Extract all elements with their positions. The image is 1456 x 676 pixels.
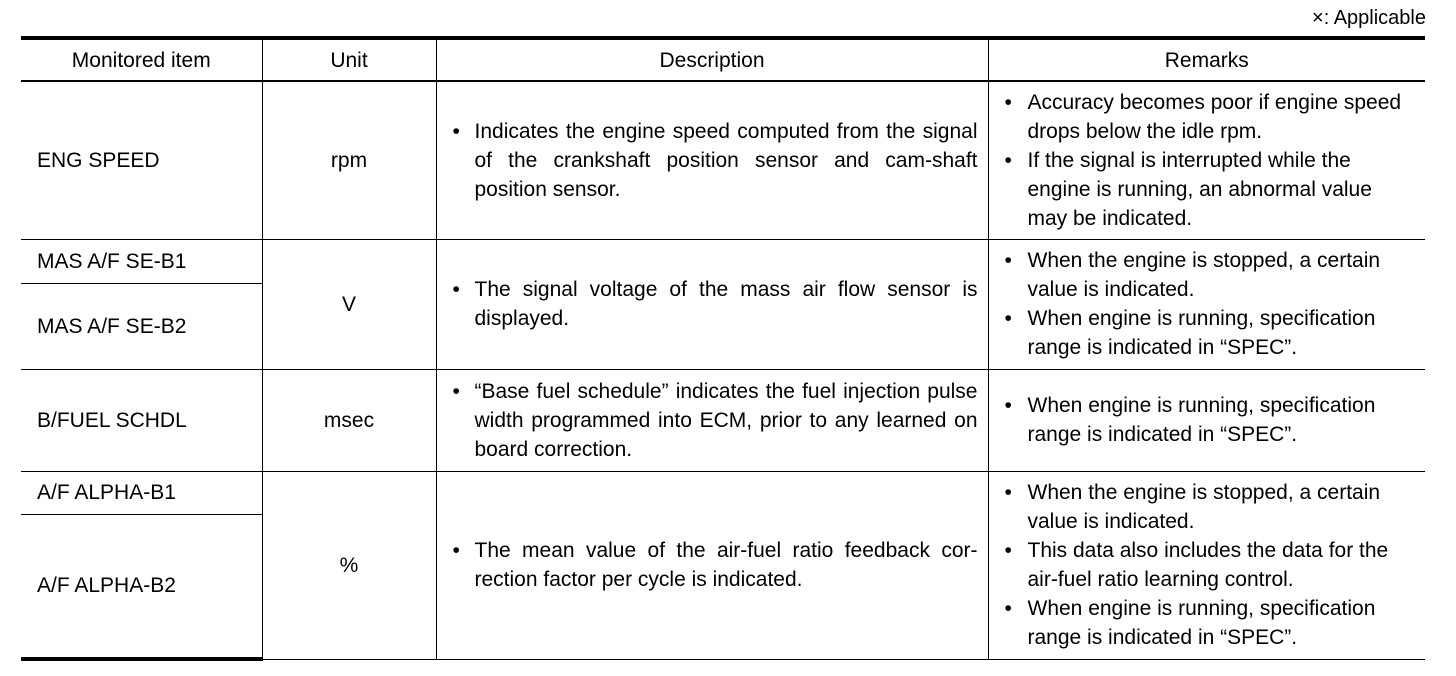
table-row — [21, 239, 1425, 283]
remarks-cell — [988, 81, 1425, 239]
unit-cell: V — [262, 239, 436, 369]
monitored-item-cell: B/FUEL SCHDL — [21, 369, 262, 471]
remark-bullet: • Accuracy becomes poor if engine speed drops below the idle rpm. — [989, 88, 1426, 146]
table-header-row — [21, 38, 1425, 81]
description-bullet: • The signal voltage of the mass air flow sensor is displayed. — [437, 275, 988, 333]
remark-bullet: • When the engine is stopped, a certain value is indicated. — [989, 246, 1426, 304]
monitored-item-cell: A/F ALPHA-B1 — [21, 471, 262, 514]
remark-bullet: • When the engine is stopped, a certain value is indicated. — [989, 478, 1426, 536]
table-row — [21, 471, 1425, 514]
remark-bullet: • When engine is running, specification range is indicated in “SPEC”. — [989, 391, 1426, 449]
monitored-item-cell: ENG SPEED — [21, 81, 262, 239]
header-description: Description — [436, 38, 988, 81]
unit-cell: msec — [262, 369, 436, 471]
remark-bullet: • This data also includes the data for the air-fuel ratio learning control. — [989, 536, 1426, 594]
data-monitor-table — [21, 36, 1425, 661]
header-monitored-item: Monitored item — [21, 38, 262, 81]
applicable-legend: ×: Applicable — [1312, 7, 1426, 29]
monitored-item-cell: MAS A/F SE-B2 — [21, 283, 262, 369]
remarks-cell — [988, 369, 1425, 471]
remark-bullet: • When engine is running, specification range is indicated in “SPEC”. — [989, 304, 1426, 362]
table-row — [21, 369, 1425, 471]
unit-cell: % — [262, 471, 436, 659]
description-cell — [436, 369, 988, 471]
header-unit: Unit — [262, 38, 436, 81]
description-bullet: • The mean value of the air-fuel ratio feedback cor-rection factor per cycle is indicated. — [437, 536, 988, 594]
remarks-cell — [988, 239, 1425, 369]
table-row — [21, 81, 1425, 239]
monitored-item-cell: A/F ALPHA-B2 — [21, 514, 262, 659]
header-remarks: Remarks — [988, 38, 1425, 81]
remark-bullet: • When engine is running, specification range is indicated in “SPEC”. — [989, 594, 1426, 652]
description-bullet: • “Base fuel schedule” indicates the fuel injection pulse width programmed into ECM, prior to any learned on board correction. — [437, 377, 988, 464]
remark-bullet: • If the signal is interrupted while the engine is running, an abnormal value may be indicated. — [989, 146, 1426, 233]
unit-cell: rpm — [262, 81, 436, 239]
monitored-item-cell: MAS A/F SE-B1 — [21, 239, 262, 283]
description-cell — [436, 81, 988, 239]
description-cell — [436, 471, 988, 659]
description-bullet: • Indicates the engine speed computed from the signal of the crankshaft position sensor and cam-shaft position sensor. — [437, 117, 988, 204]
remarks-cell — [988, 471, 1425, 659]
description-cell — [436, 239, 988, 369]
